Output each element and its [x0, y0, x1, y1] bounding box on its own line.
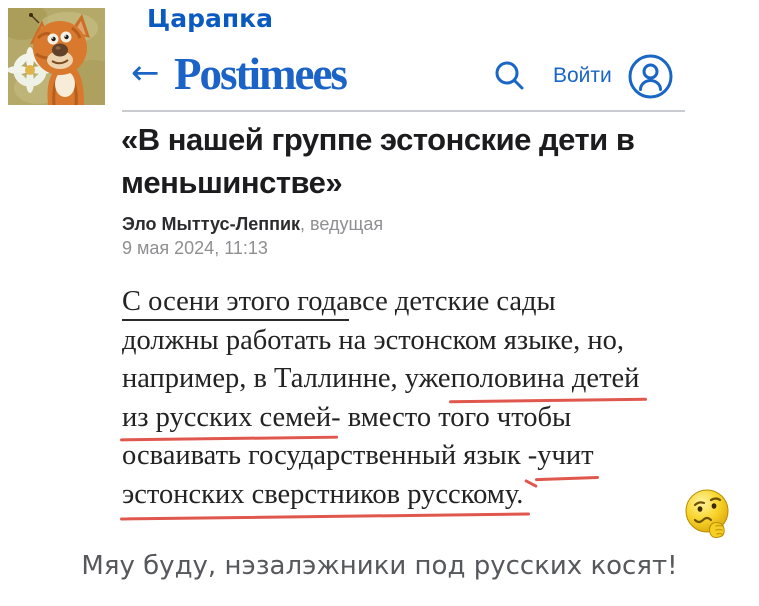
magnifier-glyph — [492, 58, 528, 94]
body-line — [122, 399, 722, 438]
author-name: Эло Мыттус-Леппик — [122, 214, 301, 234]
post-caption: Мяу буду, нэзалэжники под русских косят! — [81, 551, 678, 581]
red-underlined-text: из русских семей — [122, 399, 331, 438]
postimees-logo[interactable]: Postimees — [174, 49, 346, 99]
body-text: все детские сады — [348, 286, 556, 317]
article-date: 9 мая 2024, 11:13 — [122, 238, 268, 258]
body-line — [122, 360, 722, 399]
article-body — [122, 283, 722, 515]
body-text: например, в Таллинне, уже — [122, 363, 451, 395]
thinking-smiley-icon — [683, 486, 735, 542]
article-link[interactable]: С осени этого года — [122, 283, 349, 322]
person-circle-glyph — [627, 53, 674, 100]
body-line — [122, 322, 722, 361]
body-text: осваивать государственный язык - — [122, 440, 538, 472]
author-role: , ведущая — [300, 214, 384, 234]
body-line — [122, 437, 722, 476]
article-headline: «В нашей группе эстонские дети в меньшинстве» — [121, 122, 635, 200]
red-underlined-text: половина детей — [451, 360, 640, 399]
search-icon[interactable] — [492, 58, 528, 94]
red-underlined-text: эстонских сверстников русскому. — [122, 476, 523, 515]
account-icon[interactable] — [627, 53, 674, 100]
body-text: - вместо того чтобы — [331, 401, 572, 433]
body-text: должны работать на эстонском языке, но, — [122, 324, 624, 356]
article-byline — [122, 214, 383, 235]
back-arrow-icon[interactable]: ← — [131, 53, 160, 93]
login-button[interactable]: Войти — [553, 64, 612, 87]
body-line — [122, 476, 722, 515]
header-divider — [122, 110, 685, 112]
post-author-username[interactable]: Царапка — [147, 4, 273, 33]
body-line — [122, 283, 722, 322]
red-underlined-text: учит — [537, 437, 593, 476]
